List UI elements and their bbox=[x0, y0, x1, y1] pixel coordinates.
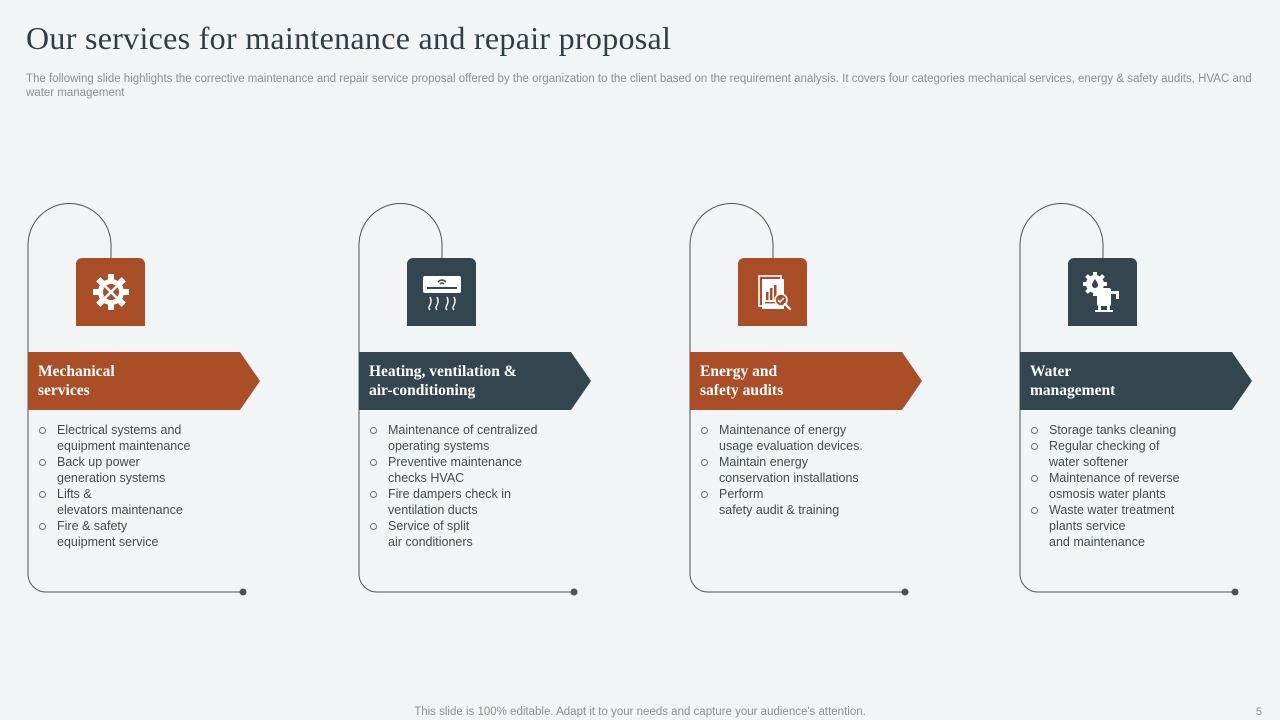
service-card-mechanical bbox=[28, 200, 288, 600]
card-heading: Energy and safety audits bbox=[700, 363, 784, 399]
slide-footer: This slide is 100% editable. Adapt it to your needs and capture your audience's attention. bbox=[414, 706, 866, 718]
list-item: Perform safety audit & training bbox=[700, 486, 890, 518]
card-heading: Heating, ventilation & air-conditioning bbox=[369, 363, 517, 399]
slide-subtitle: The following slide highlights the corrective maintenance and repair service proposal offered by the organization to the client based on the requirement analysis. It covers four categories mechanical services, energy & safety audits, HVAC and water management bbox=[26, 73, 1252, 99]
card-banner bbox=[690, 352, 922, 410]
service-card-hvac bbox=[359, 200, 619, 600]
page-number: 5 bbox=[1255, 706, 1262, 718]
list-item: Maintenance of energy usage evaluation devices. bbox=[700, 422, 890, 454]
list-item: Service of split air conditioners bbox=[369, 518, 559, 550]
list-item: Preventive maintenance checks HVAC bbox=[369, 454, 559, 486]
list-item: Waste water treatment plants service and maintenance bbox=[1030, 502, 1220, 550]
gear-wrench-icon bbox=[91, 272, 131, 312]
card-icon-box bbox=[407, 258, 476, 326]
service-card-water bbox=[1020, 200, 1280, 600]
card-heading: Mechanical services bbox=[38, 363, 115, 399]
list-item: Regular checking of water softener bbox=[1030, 438, 1220, 470]
card-items bbox=[1030, 422, 1220, 550]
card-icon-box bbox=[1068, 258, 1137, 326]
list-item: Back up power generation systems bbox=[38, 454, 228, 486]
card-banner bbox=[28, 352, 260, 410]
card-items bbox=[700, 422, 890, 518]
list-item: Maintenance of reverse osmosis water plants bbox=[1030, 470, 1220, 502]
card-items bbox=[369, 422, 559, 550]
card-heading: Water management bbox=[1030, 363, 1116, 399]
slide-title: Our services for maintenance and repair proposal bbox=[26, 20, 672, 56]
list-item: Fire dampers check in ventilation ducts bbox=[369, 486, 559, 518]
air-conditioner-icon bbox=[420, 272, 464, 312]
list-item: Maintain energy conservation installations bbox=[700, 454, 890, 486]
card-banner bbox=[1020, 352, 1252, 410]
card-icon-box bbox=[738, 258, 807, 326]
list-item: Lifts & elevators maintenance bbox=[38, 486, 228, 518]
list-item: Maintenance of centralized operating systems bbox=[369, 422, 559, 454]
water-treatment-icon bbox=[1081, 271, 1125, 313]
list-item: Electrical systems and equipment maintenance bbox=[38, 422, 228, 454]
list-item: Storage tanks cleaning bbox=[1030, 422, 1220, 438]
audit-report-icon bbox=[753, 272, 793, 312]
card-icon-box bbox=[76, 258, 145, 326]
card-banner bbox=[359, 352, 591, 410]
card-items bbox=[38, 422, 228, 550]
service-card-energy bbox=[690, 200, 950, 600]
list-item: Fire & safety equipment service bbox=[38, 518, 228, 550]
